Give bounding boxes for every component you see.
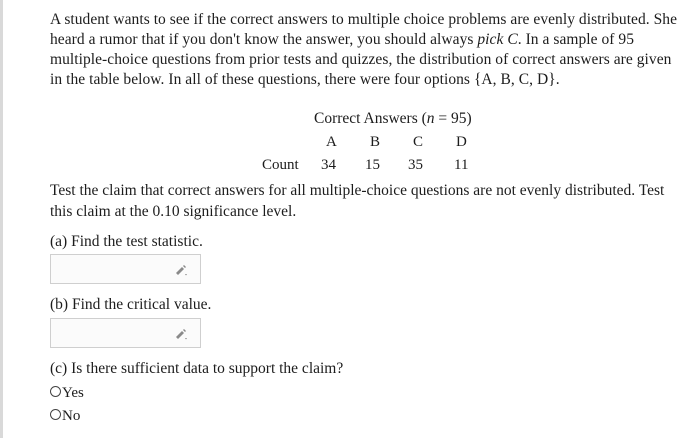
table-caption-end: = 95) [434, 110, 472, 127]
part-b-label: (b) Find the critical value. [50, 296, 212, 313]
problem-line-3: multiple-choice questions from prior tests and quizzes, the distribution of correct answers are given [50, 51, 672, 68]
option-no[interactable] [50, 408, 80, 425]
column-header-d: D [456, 134, 467, 150]
count-cell-d: 11 [454, 157, 469, 173]
test-statistic-input[interactable] [50, 254, 201, 284]
count-cell-b: 15 [365, 157, 380, 173]
claim-statement [50, 180, 690, 222]
table-caption-text: Correct Answers ( [314, 110, 427, 127]
problem-line-1: A student wants to see if the correct answers to multiple choice problems are evenly distributed. She [50, 11, 678, 28]
radio-yes[interactable] [50, 386, 61, 397]
table-caption-variable: n [426, 110, 435, 127]
row-label-count: Count [262, 157, 299, 173]
problem-line-2-end: . In a sample of 95 [517, 31, 635, 48]
option-yes-label: Yes [62, 385, 84, 401]
pencil-icon[interactable] [174, 328, 188, 340]
problem-line-4: in the table below. In all of these questions, there were four options {A, B, C, D}. [50, 71, 560, 88]
column-header-b: B [370, 134, 381, 150]
part-c-label: (c) Is there sufficient data to support the claim? [50, 360, 344, 377]
problem-line-2 [50, 30, 690, 50]
claim-line-2: this claim at the 0.10 significance level. [50, 203, 297, 220]
option-yes[interactable] [50, 385, 84, 402]
count-cell-a: 34 [321, 157, 336, 173]
option-no-label: No [62, 408, 81, 424]
pencil-icon[interactable] [174, 264, 188, 276]
critical-value-input[interactable] [50, 318, 201, 348]
problem-statement [50, 10, 690, 90]
column-header-c: C [413, 134, 424, 150]
radio-no[interactable] [50, 409, 61, 420]
column-header-a: A [326, 134, 337, 150]
problem-line-2-text: heard a rumor that if you don't know the answer, you should always [50, 31, 478, 48]
claim-line-1: Test the claim that correct answers for all multiple-choice questions are not evenly distributed. Test [50, 182, 665, 199]
table-caption [314, 110, 472, 128]
pick-c-emphasis: pick C [477, 31, 518, 48]
count-cell-c: 35 [408, 157, 423, 173]
part-a-label: (a) Find the test statistic. [50, 233, 203, 250]
